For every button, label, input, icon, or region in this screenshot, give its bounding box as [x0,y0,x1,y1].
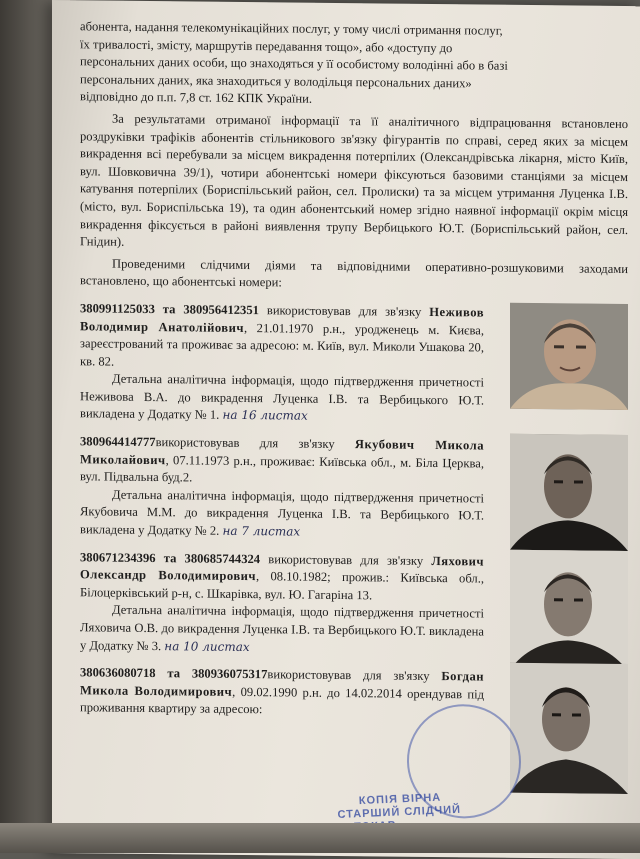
stamp-line: КОПІЯ ВІРНА [358,791,442,808]
suspect-name: Ляхович Олександр Володимирович [80,553,484,584]
intro-line: персональних даних, яка знаходиться у володільця персональних даних» [80,72,472,91]
handwritten-note: на 10 листах [164,638,250,654]
handwritten-note: на 7 листах [222,523,301,539]
suspect-name: Неживов Володимир Анатолійович [80,304,484,335]
intro-line: персональних даних особи, що знаходяться у її особистому володінні або в базі [80,54,508,73]
intro-paragraph [80,18,628,112]
suspect-photo-1 [510,303,628,410]
used-label: використовував для зв'язку [266,303,422,319]
suspect-photo-3 [510,549,628,670]
used-label: використовував для зв'язку [267,667,430,684]
document-page [52,0,640,859]
intro-line: їх тривалості, змісту, маршрутів передавання тощо», або «доступу до [80,36,453,55]
suspect-entry-4 [80,664,628,723]
phone-numbers: 380991125033 та 380956412351 [80,301,259,318]
analysis-text: Детальна аналітична інформація, щодо підтвердження причетності Якубовича М.М. до викрадення Луценка І.В. та Вербицького Ю.Т. викладена у Додатку № 2. [80,487,484,538]
handwritten-note: на 16 листах [222,408,308,424]
intro-line: абонента, надання телекомунікаційних послуг, у тому числі отримання послуг, [80,19,503,38]
suspect-name: Богдан Микола Володимирович [80,669,484,699]
background-bottom [0,823,640,853]
suspect-details: , 07.11.1973 р.н., проживає: Київська обл., м. Біла Церква, вул. Підвальна буд.2. [80,452,484,485]
used-label: використовував для зв'язку [155,435,335,452]
phone-numbers: 380636080718 та 380936075317 [80,665,268,682]
suspect-entry-2 [80,433,628,544]
phone-numbers: 380964414777 [80,434,156,450]
document-content [80,18,628,723]
stamp-line: СТАРШИЙ СЛІДЧИЙ [337,803,462,821]
suspect-details: , 09.02.1990 р.н. до 14.02.2014 орендував під проживання квартиру за адресою: [80,684,484,717]
suspect-name: Якубович Микола Миколайович [80,437,484,467]
results-paragraph: За результатами отриманої інформації та її аналітичного відпрацювання встановлено роздруківки трафіків абонентів стільникового зв'язку фігурантів по справі, серед яких за місцем викрадення всі перебували за місцем викрадення потерпілих (Олександрівська лікарня, місто Київ, вул. Шовковична 39/1), чотири абонентські номери фіксуються базовими станціями за місцем катування потерпілих (Бориспільський район, сел. Пролиски) та за місцем утримання Луценка І.В. (місто, вул. Бориспільська 19), та один абонентський номер згідно наявної інформації окрім місця викрадення фіксується в районі виявлення трупу Вербицького Ю.Т. (Бориспільський район, сел. Гнідин). [80,111,628,249]
suspect-photo-4 [510,663,628,794]
intro-line: відповідно до п.п. 7,8 ст. 162 КПК України. [80,89,313,107]
suspect-details: , 21.01.1970 р.н., уродженець м. Києва, зареєстрований та проживає за адресою: м. Київ, вул. Миколи Ушакова 20, кв. 82. [80,320,484,369]
suspect-details: , 08.10.1982; прожив.: Київська обл., Білоцерківський р-н, с. Шкарівка, вул. Ю. Гагаріна 13. [80,569,484,603]
analysis-text: Детальна аналітична інформація, щодо підтвердження причетності Ляховича О.В. до викрадення Луценка І.В. та Вербицького Ю.Т. викладена у Додатку № 3. [80,603,484,653]
analysis-text: Детальна аналітична інформація, щодо підтвердження причетності Неживова В.А. до викрадення Луценка І.В. та Вербицького Ю.Т. викладена у Додатку № 1. [80,371,484,423]
measures-paragraph: Проведеними слідчими діями та відповідними оперативно-розшуковими заходами встановлено, що абонентські номери: [80,256,628,290]
suspect-entry-3 [80,549,628,660]
suspect-entry-1 [80,300,628,429]
suspect-photo-2 [510,434,628,551]
phone-numbers: 380671234396 та 380685744324 [80,549,261,566]
used-label: використовував для зв'язку [268,551,424,568]
